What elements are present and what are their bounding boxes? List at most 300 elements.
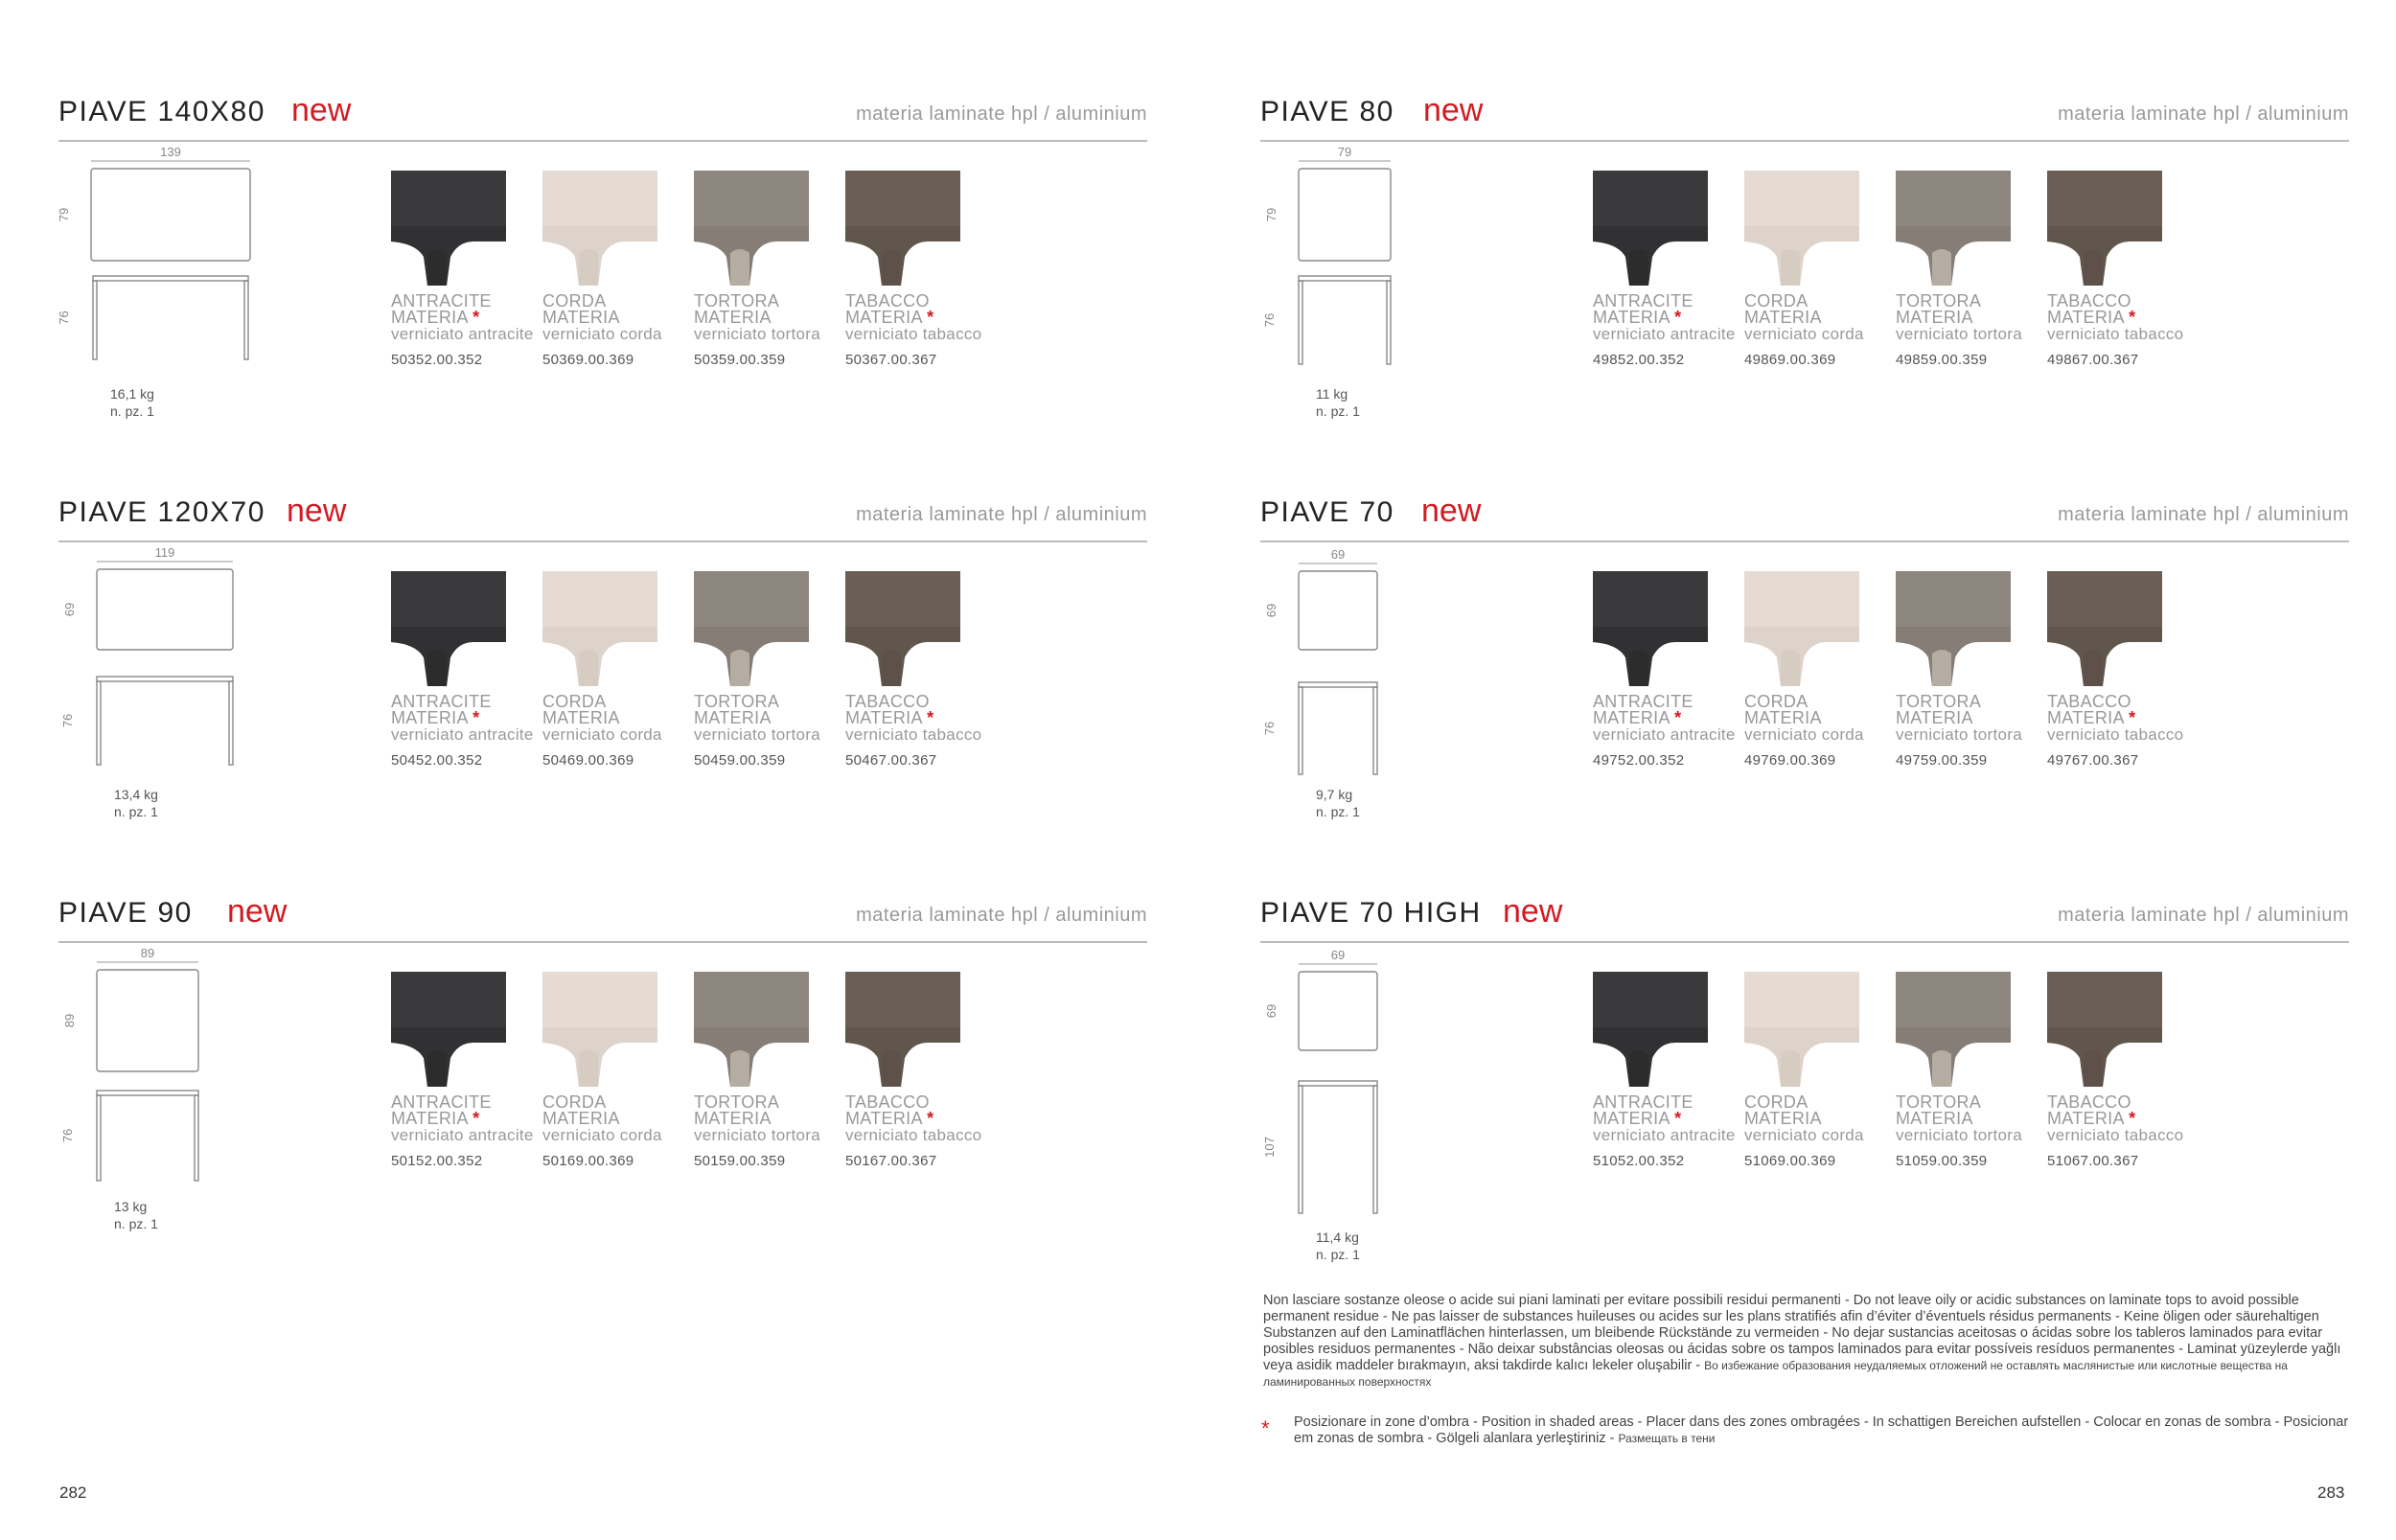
swatch-image (694, 571, 809, 686)
swatch-text (845, 694, 999, 769)
materia-word: MATERIA (542, 708, 620, 727)
color-swatch-tabacco (2047, 171, 2200, 368)
color-swatch-corda (542, 972, 696, 1169)
swatch-text (1896, 694, 2049, 769)
swatch-leg (1781, 249, 1800, 286)
swatch-leg (2084, 1050, 2103, 1087)
swatch-leg (1932, 249, 1951, 286)
product-section (1260, 876, 2349, 1269)
side-view-top (1299, 682, 1377, 687)
side-view-leg-left (1299, 1086, 1302, 1213)
swatch-color-name: CORDA (542, 692, 607, 711)
color-swatch-corda (542, 571, 696, 769)
swatch-image (1744, 972, 1859, 1087)
materia-label: materia laminate hpl / aluminium (2058, 504, 2349, 525)
color-swatch-tortora (1896, 571, 2049, 769)
page-number-right: 283 (2317, 1483, 2345, 1502)
swatch-color-name: ANTRACITE (1593, 692, 1693, 711)
product-section (58, 75, 1147, 468)
materia-word: MATERIA (2047, 308, 2124, 327)
swatch-leg (730, 249, 749, 286)
materia-label: materia laminate hpl / aluminium (856, 905, 1147, 926)
top-view (97, 970, 198, 1071)
swatch-color-name: CORDA (1744, 1092, 1809, 1112)
materia-word: MATERIA (1896, 708, 1973, 727)
asterisk-icon: * (1261, 1416, 1270, 1440)
color-swatch-antracite (391, 571, 544, 769)
materia-word: MATERIA (1593, 1109, 1670, 1128)
product-code: 50469.00.369 (542, 752, 634, 769)
swatch-image (1593, 171, 1708, 286)
color-swatch-tortora (694, 571, 847, 769)
swatch-image (391, 972, 506, 1087)
table-drawing (58, 140, 308, 447)
depth-dimension-label: 69 (1264, 1003, 1279, 1019)
swatch-materia-label (1593, 710, 1746, 726)
materia-word: MATERIA (1744, 1109, 1822, 1128)
swatch-color-name: TORTORA (694, 692, 780, 711)
swatch-finish: verniciato tabacco (845, 1126, 982, 1144)
materia-word: MATERIA (391, 308, 468, 327)
swatch-text (845, 293, 999, 368)
swatch-image (694, 171, 809, 286)
swatch-finish: verniciato tortora (694, 1126, 821, 1144)
swatch-image (2047, 972, 2162, 1087)
materia-label: materia laminate hpl / aluminium (2058, 103, 2349, 125)
materia-word: MATERIA (1744, 308, 1822, 327)
swatch-color-name: TORTORA (1896, 291, 1982, 310)
product-code: 49769.00.369 (1744, 752, 1836, 769)
side-view-leg-right (1373, 687, 1377, 774)
swatch-materia-label (1896, 710, 2049, 726)
product-code: 50467.00.367 (845, 752, 937, 769)
shade-asterisk-icon: * (927, 308, 934, 327)
materia-label: materia laminate hpl / aluminium (856, 504, 1147, 525)
table-drawing (1260, 140, 1509, 447)
shade-footnote-text: Posizionare in zone d’ombra - Position in shaded areas - Placer dans des zones ombragées - In schattigen Bereichen aufstellen - Colocar en zonas de sombra - Posicionar em zonas de sombra - Gölgeli alanlara yerleştiriniz - (1294, 1414, 2349, 1446)
width-dimension-label: 79 (1337, 145, 1352, 159)
product-code: 50159.00.359 (694, 1153, 786, 1169)
product-code: 49859.00.359 (1896, 352, 1988, 368)
swatch-leg (1629, 650, 1648, 686)
top-view (97, 569, 233, 650)
swatch-text (391, 694, 544, 769)
materia-word: MATERIA (542, 308, 620, 327)
materia-word: MATERIA (845, 708, 922, 727)
page-number-left: 282 (59, 1483, 87, 1502)
swatch-finish: verniciato corda (542, 1126, 662, 1144)
swatch-finish: verniciato corda (542, 725, 662, 744)
swatch-finish: verniciato corda (542, 325, 662, 343)
weight-value: 11,4 kg (1316, 1230, 1359, 1245)
swatch-color-name: TORTORA (1896, 692, 1982, 711)
swatch-materia-label (845, 710, 999, 726)
side-view-leg-right (229, 681, 233, 765)
swatch-leg (882, 249, 901, 286)
shade-footnote (1294, 1414, 2365, 1447)
product-title: PIAVE 120X70 (58, 496, 265, 528)
swatch-materia-label (694, 710, 847, 726)
product-title: PIAVE 70 (1260, 496, 1394, 528)
swatch-leg (427, 1050, 447, 1087)
swatch-color-name: CORDA (1744, 291, 1809, 310)
shade-asterisk-icon: * (472, 308, 480, 327)
product-title: PIAVE 70 HIGH (1260, 897, 1482, 929)
product-code: 49752.00.352 (1593, 752, 1685, 769)
swatch-leg (2084, 650, 2103, 686)
swatch-finish: verniciato tabacco (2047, 725, 2184, 744)
table-drawing (1260, 540, 1509, 847)
swatch-text (694, 293, 847, 368)
materia-word: MATERIA (694, 308, 772, 327)
swatch-image (391, 571, 506, 686)
swatch-image (1744, 571, 1859, 686)
shade-asterisk-icon: * (2129, 708, 2136, 727)
side-view-top (97, 677, 233, 681)
care-note-russian: Во избежание образования неудаляемых отложений не оставлять маслянистые или кислотные вещества на ламинированных поверхностях (1263, 1359, 2288, 1389)
table-drawing (1260, 941, 1509, 1248)
weight-value: 16,1 kg (110, 386, 154, 402)
swatch-finish: verniciato antracite (391, 325, 534, 343)
weight-value: 11 kg (1316, 386, 1348, 402)
swatch-finish: verniciato tabacco (845, 725, 982, 744)
swatch-materia-label (542, 310, 696, 326)
swatch-finish: verniciato tabacco (2047, 1126, 2184, 1144)
product-code: 50459.00.359 (694, 752, 786, 769)
product-code: 49852.00.352 (1593, 352, 1685, 368)
swatch-color-name: CORDA (542, 291, 607, 310)
color-swatch-tortora (1896, 171, 2049, 368)
swatch-text (1593, 694, 1746, 769)
new-badge: new (287, 493, 347, 529)
swatch-text (1593, 293, 1746, 368)
color-swatch-tabacco (845, 571, 999, 769)
materia-word: MATERIA (845, 1109, 922, 1128)
swatch-leg (730, 650, 749, 686)
swatch-leg (579, 1050, 598, 1087)
swatch-color-name: TABACCO (2047, 291, 2131, 310)
weight-info (1316, 786, 1360, 820)
color-swatch-tabacco (2047, 571, 2200, 769)
swatch-text (1744, 293, 1898, 368)
swatch-finish: verniciato antracite (391, 725, 534, 744)
height-dimension-label: 76 (60, 713, 75, 728)
care-note (1263, 1293, 2365, 1391)
weight-info (114, 1198, 158, 1232)
side-view-leg-right (1387, 281, 1391, 364)
color-swatch-antracite (391, 972, 544, 1169)
pieces-count: n. pz. 1 (1316, 403, 1360, 419)
swatch-leg (882, 1050, 901, 1087)
swatch-image (845, 171, 960, 286)
new-badge: new (291, 92, 352, 128)
color-swatch-corda (542, 171, 696, 368)
swatch-materia-label (1744, 310, 1898, 326)
swatch-text (694, 694, 847, 769)
swatch-color-name: ANTRACITE (1593, 1092, 1693, 1112)
weight-info (110, 385, 154, 420)
materia-word: MATERIA (1896, 1109, 1973, 1128)
swatch-image (1896, 571, 2011, 686)
product-code: 50359.00.359 (694, 352, 786, 368)
swatch-text (1744, 694, 1898, 769)
swatch-materia-label (542, 1111, 696, 1127)
width-dimension-label: 139 (160, 145, 181, 159)
product-code: 51067.00.367 (2047, 1153, 2139, 1169)
swatch-materia-label (2047, 1111, 2200, 1127)
height-dimension-label: 107 (1262, 1137, 1277, 1158)
swatch-finish: verniciato tortora (1896, 325, 2023, 343)
side-view-leg-left (97, 681, 101, 765)
swatch-leg (1629, 1050, 1648, 1087)
materia-word: MATERIA (845, 308, 922, 327)
swatch-text (542, 293, 696, 368)
height-dimension-label: 76 (1262, 312, 1277, 328)
height-dimension-label: 76 (1262, 721, 1277, 736)
swatch-materia-label (1744, 710, 1898, 726)
materia-word: MATERIA (542, 1109, 620, 1128)
swatch-color-name: TABACCO (845, 291, 930, 310)
product-code: 49767.00.367 (2047, 752, 2139, 769)
swatch-leg (427, 650, 447, 686)
swatch-color-name: TABACCO (2047, 692, 2131, 711)
swatch-text (2047, 694, 2200, 769)
swatch-image (1593, 972, 1708, 1087)
pieces-count: n. pz. 1 (1316, 804, 1360, 819)
product-code: 50352.00.352 (391, 352, 483, 368)
swatch-image (845, 972, 960, 1087)
product-title: PIAVE 140X80 (58, 96, 265, 127)
color-swatch-antracite (391, 171, 544, 368)
swatch-materia-label (845, 1111, 999, 1127)
swatch-finish: verniciato tabacco (845, 325, 982, 343)
product-title: PIAVE 80 (1260, 96, 1394, 127)
swatch-materia-label (2047, 310, 2200, 326)
weight-value: 13,4 kg (114, 787, 158, 802)
swatch-text (542, 694, 696, 769)
shade-asterisk-icon: * (472, 708, 480, 727)
swatch-leg (1781, 650, 1800, 686)
pieces-count: n. pz. 1 (114, 804, 158, 819)
width-dimension-label: 119 (154, 545, 175, 560)
swatch-finish: verniciato antracite (391, 1126, 534, 1144)
swatch-finish: verniciato antracite (1593, 1126, 1736, 1144)
new-badge: new (1421, 493, 1482, 529)
swatch-color-name: ANTRACITE (391, 291, 492, 310)
swatch-materia-label (1593, 310, 1746, 326)
top-view (1299, 972, 1377, 1050)
color-swatch-tortora (1896, 972, 2049, 1169)
shade-asterisk-icon: * (2129, 1109, 2136, 1128)
weight-value: 9,7 kg (1316, 787, 1353, 802)
product-section (1260, 75, 2349, 468)
swatch-leg (882, 650, 901, 686)
product-section (58, 475, 1147, 868)
weight-info (1316, 1229, 1360, 1263)
swatch-color-name: CORDA (542, 1092, 607, 1112)
table-drawing (58, 941, 308, 1248)
swatch-image (542, 972, 657, 1087)
color-swatch-corda (1744, 972, 1898, 1169)
materia-label: materia laminate hpl / aluminium (856, 103, 1147, 125)
product-code: 50152.00.352 (391, 1153, 483, 1169)
swatch-image (694, 972, 809, 1087)
swatch-materia-label (391, 1111, 544, 1127)
depth-dimension-label: 69 (62, 602, 77, 617)
care-note-text: Non lasciare sostanze oleose o acide sui piani laminati per evitare possibili residui permanenti - Do not leave oily or acidic substances on laminate tops to avoid possible permanent residue - Ne pas laisser de substances huileuses ou acides sur les plans stratifiés afin d’éviter d’éventuels résidus permanents - Keine öligen oder säurehaltigen Substanzen auf den Laminatflächen hinterlassen, um bleibende Rückstände zu vermeiden - No dejar sustancias aceitosas o ácidas sobre los tableros laminados para evitar posibles residuos permanentes - Não deixar substâncias oleosas ou ácidas sobre os tampos laminados para evitar possíveis resíduos permanentes - Laminat yüzeylerde yağlı veya asidik maddeler bırakmayın, aksi takdirde kalıcı lekeler oluşabilir - (1263, 1293, 2341, 1373)
swatch-image (391, 171, 506, 286)
swatch-color-name: ANTRACITE (1593, 291, 1693, 310)
shade-footnote-russian: Размещать в тени (1618, 1432, 1716, 1445)
swatch-materia-label (2047, 710, 2200, 726)
materia-word: MATERIA (391, 1109, 468, 1128)
side-view-top (93, 276, 248, 281)
side-view-leg-right (244, 281, 248, 359)
product-code: 49869.00.369 (1744, 352, 1836, 368)
product-code: 51052.00.352 (1593, 1153, 1685, 1169)
depth-dimension-label: 89 (62, 1013, 77, 1028)
swatch-materia-label (694, 310, 847, 326)
color-swatch-tabacco (2047, 972, 2200, 1169)
table-drawing (58, 540, 308, 847)
swatch-text (391, 293, 544, 368)
swatch-image (542, 171, 657, 286)
depth-dimension-label: 79 (1264, 207, 1279, 222)
new-badge: new (227, 893, 288, 930)
side-view-leg-right (1373, 1086, 1377, 1213)
materia-word: MATERIA (1593, 308, 1670, 327)
swatch-text (845, 1094, 999, 1169)
swatch-materia-label (391, 310, 544, 326)
color-swatch-corda (1744, 171, 1898, 368)
swatch-color-name: TABACCO (2047, 1092, 2131, 1112)
swatch-materia-label (694, 1111, 847, 1127)
swatch-finish: verniciato tortora (1896, 1126, 2023, 1144)
swatch-leg (579, 650, 598, 686)
pieces-count: n. pz. 1 (110, 403, 154, 419)
swatch-text (1896, 1094, 2049, 1169)
top-view (1299, 571, 1377, 650)
shade-asterisk-icon: * (927, 708, 934, 727)
swatch-materia-label (542, 710, 696, 726)
width-dimension-label: 69 (1330, 948, 1346, 962)
swatch-color-name: TORTORA (1896, 1092, 1982, 1112)
shade-asterisk-icon: * (1674, 308, 1682, 327)
depth-dimension-label: 79 (57, 207, 71, 222)
materia-word: MATERIA (1744, 708, 1822, 727)
color-swatch-antracite (1593, 171, 1746, 368)
color-swatch-tabacco (845, 171, 999, 368)
pieces-count: n. pz. 1 (114, 1216, 158, 1231)
color-swatch-tortora (694, 171, 847, 368)
swatch-color-name: ANTRACITE (391, 1092, 492, 1112)
color-swatch-antracite (1593, 571, 1746, 769)
swatch-color-name: TABACCO (845, 692, 930, 711)
swatch-finish: verniciato corda (1744, 725, 1864, 744)
height-dimension-label: 76 (60, 1128, 75, 1143)
pieces-count: n. pz. 1 (1316, 1247, 1360, 1262)
product-code: 49759.00.359 (1896, 752, 1988, 769)
swatch-materia-label (391, 710, 544, 726)
product-section (1260, 475, 2349, 868)
new-badge: new (1503, 893, 1563, 930)
swatch-text (2047, 1094, 2200, 1169)
product-title: PIAVE 90 (58, 897, 193, 929)
swatch-materia-label (1896, 1111, 2049, 1127)
weight-info (1316, 385, 1360, 420)
product-code: 50169.00.369 (542, 1153, 634, 1169)
top-view (1299, 169, 1391, 261)
materia-label: materia laminate hpl / aluminium (2058, 905, 2349, 926)
swatch-image (1896, 171, 2011, 286)
swatch-color-name: TORTORA (694, 1092, 780, 1112)
swatch-finish: verniciato tortora (694, 725, 821, 744)
swatch-image (1593, 571, 1708, 686)
product-code: 50367.00.367 (845, 352, 937, 368)
materia-word: MATERIA (391, 708, 468, 727)
swatch-text (694, 1094, 847, 1169)
materia-word: MATERIA (2047, 1109, 2124, 1128)
product-code: 51059.00.359 (1896, 1153, 1988, 1169)
product-code: 49867.00.367 (2047, 352, 2139, 368)
materia-word: MATERIA (1593, 708, 1670, 727)
swatch-materia-label (1896, 310, 2049, 326)
shade-asterisk-icon: * (1674, 708, 1682, 727)
side-view-leg-right (195, 1095, 198, 1181)
swatch-leg (1932, 650, 1951, 686)
swatch-leg (2084, 249, 2103, 286)
shade-asterisk-icon: * (927, 1109, 934, 1128)
side-view-leg-left (93, 281, 97, 359)
materia-word: MATERIA (1896, 308, 1973, 327)
swatch-materia-label (1744, 1111, 1898, 1127)
swatch-leg (579, 249, 598, 286)
materia-word: MATERIA (2047, 708, 2124, 727)
product-code: 50167.00.367 (845, 1153, 937, 1169)
swatch-finish: verniciato corda (1744, 325, 1864, 343)
swatch-finish: verniciato corda (1744, 1126, 1864, 1144)
swatch-image (1744, 171, 1859, 286)
product-section (58, 876, 1147, 1269)
height-dimension-label: 76 (57, 310, 71, 325)
materia-word: MATERIA (694, 708, 772, 727)
color-swatch-tabacco (845, 972, 999, 1169)
swatch-image (2047, 571, 2162, 686)
swatch-leg (427, 249, 447, 286)
swatch-color-name: TORTORA (694, 291, 780, 310)
swatch-finish: verniciato antracite (1593, 325, 1736, 343)
materia-word: MATERIA (694, 1109, 772, 1128)
swatch-finish: verniciato tabacco (2047, 325, 2184, 343)
swatch-color-name: ANTRACITE (391, 692, 492, 711)
swatch-leg (1629, 249, 1648, 286)
side-view-leg-left (1299, 687, 1302, 774)
swatch-finish: verniciato tortora (1896, 725, 2023, 744)
swatch-text (1744, 1094, 1898, 1169)
swatch-leg (730, 1050, 749, 1087)
swatch-leg (1932, 1050, 1951, 1087)
side-view-top (1299, 1081, 1377, 1086)
swatch-image (2047, 171, 2162, 286)
top-view (91, 169, 250, 261)
side-view-top (1299, 276, 1391, 281)
width-dimension-label: 69 (1330, 547, 1346, 562)
width-dimension-label: 89 (140, 946, 155, 960)
product-code: 50369.00.369 (542, 352, 634, 368)
shade-asterisk-icon: * (2129, 308, 2136, 327)
product-code: 51069.00.369 (1744, 1153, 1836, 1169)
swatch-finish: verniciato tortora (694, 325, 821, 343)
